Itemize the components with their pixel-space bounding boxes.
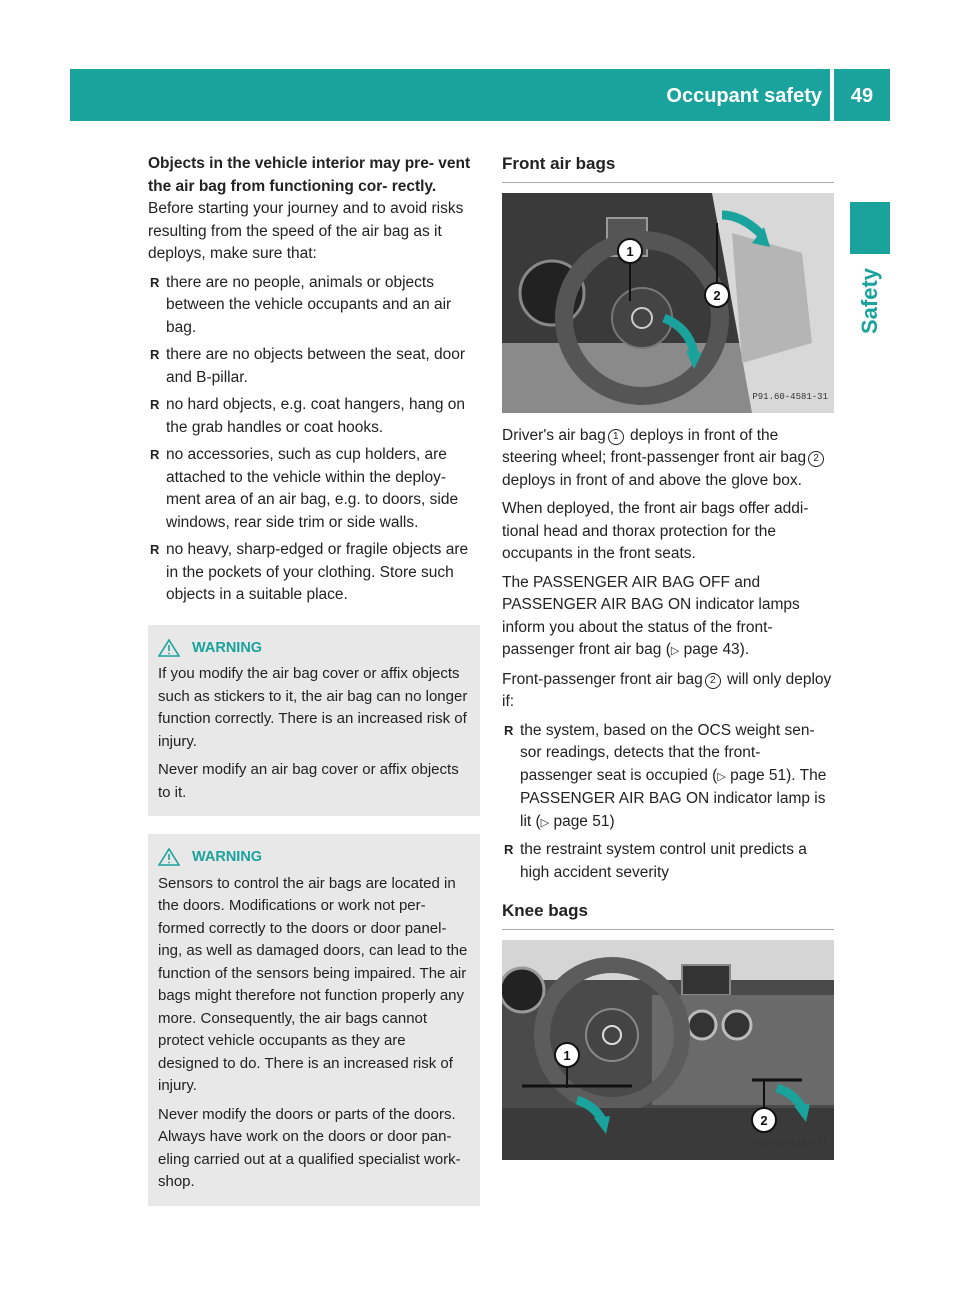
warning-text: Sensors to control the air bags are located in the doors. Modifications or work not per- formed correctly to the doors or door panel- ing, as well as damaged doors, can lead to the function of the sensors being impaired. The air bags might therefore not function properly any more. Consequently, the air bags cannot protect vehicle occupants as they are designed to do. There is an increased risk of injury. xyxy=(158,874,468,1094)
knee-bags-heading: Knee bags xyxy=(502,900,834,930)
knee-bag-illustration xyxy=(502,940,834,1160)
text-run: page 43). xyxy=(679,641,750,658)
warning-triangle-icon xyxy=(158,639,180,657)
text-run: Front-passenger front air bag xyxy=(502,670,703,688)
list-item: R no heavy, sharp-edged or fragile objects are in the pockets of your clothing. Store such objects in a suitable place. xyxy=(148,539,480,607)
warning-text: Never modify an air bag cover or affix objects to it. xyxy=(158,761,459,801)
list-item: R there are no objects between the seat, door and B-pillar. xyxy=(148,344,480,389)
ref-marker-1: 1 xyxy=(608,429,624,445)
callout-1: 1 xyxy=(626,243,634,259)
list-item xyxy=(502,720,834,835)
chapter-label xyxy=(850,262,890,340)
callout-2: 2 xyxy=(713,287,721,303)
page-number: 49 xyxy=(850,85,874,107)
image-code: P91.60-4581-31 xyxy=(752,392,828,402)
deploy-conditions-list xyxy=(502,720,834,885)
intro-text: Before starting your journey and to avoid risks resulting from the speed of the air bag as it deploys, make sure that: xyxy=(148,200,464,262)
front-airbag-illustration xyxy=(502,193,834,413)
list-item: R there are no people, animals or objects between the vehicle occupants and an air bag. xyxy=(148,272,480,340)
front-airbag-description xyxy=(502,425,834,493)
precaution-list xyxy=(148,272,480,607)
knee-bag-photo xyxy=(502,940,834,1160)
front-airbags-heading: Front air bags xyxy=(502,153,834,183)
text-run: page 51) xyxy=(549,812,615,830)
paragraph xyxy=(502,572,834,663)
ref-marker-2: 2 xyxy=(705,673,721,689)
text-run: deploys in front of and above the glove box. xyxy=(502,471,802,489)
header-bar xyxy=(70,69,890,121)
text-run: page 51). The PASSENGER AIR BAG ON indicator lamp is lit ( xyxy=(520,766,827,830)
image-code: P91.60-4583-31 xyxy=(752,1139,828,1149)
warning-title: WARNING xyxy=(192,639,263,656)
list-item: R the restraint system control unit predicts a high accident severity xyxy=(502,839,834,884)
page-ref-arrow-icon: ▷ xyxy=(540,816,550,829)
warning-triangle-icon xyxy=(158,848,180,866)
callout-1: 1 xyxy=(563,1047,571,1063)
text-run: will only deploy if: xyxy=(502,670,832,710)
list-item: R no hard objects, e.g. coat hangers, hang on the grab handles or coat hooks. xyxy=(148,394,480,439)
warning-text: If you modify the air bag cover or affix objects such as stickers to it, the air bag can no longer function correctly. There is an increased risk of injury. xyxy=(158,665,468,750)
chapter-label-text: Safety xyxy=(857,267,882,335)
text-run: deploys in front of the steering wheel; front-passenger front air bag xyxy=(502,426,807,466)
warning-title: WARNING xyxy=(192,849,263,865)
paragraph: When deployed, the front air bags offer addi- tional head and thorax protection for the occupants in the front seats. xyxy=(502,500,809,562)
front-airbag-photo xyxy=(502,193,834,413)
text-run: The PASSENGER AIR BAG OFF and PASSENGER AIR BAG ON indicator lamps inform you about the status of the front- passenger front air bag ( xyxy=(502,573,800,658)
paragraph xyxy=(502,669,834,714)
warning-text: Never modify the doors or parts of the doors. Always have work on the doors or door pan- eling carried out at a qualified specialist work- shop. xyxy=(158,1105,461,1190)
text-run: Driver's air bag xyxy=(502,426,606,444)
section-title: Occupant safety xyxy=(666,85,822,107)
header-divider xyxy=(830,69,834,121)
intro-paragraph xyxy=(148,153,480,266)
warning-header xyxy=(158,846,470,869)
list-item: R no accessories, such as cup holders, are attached to the vehicle within the deploy- ment area of an air bag, e.g. to doors, side windows, rear side trim or side walls. xyxy=(148,444,480,534)
warning-box-2 xyxy=(148,834,480,1206)
left-column xyxy=(148,153,480,1206)
chapter-tab xyxy=(850,202,890,254)
page-ref-arrow-icon: ▷ xyxy=(717,770,726,783)
intro-bold: Objects in the vehicle interior may pre- vent the air bag from functioning cor- rectly. xyxy=(148,155,471,195)
page-ref-arrow-icon: ▷ xyxy=(670,645,680,657)
warning-header xyxy=(158,637,470,660)
warning-box-1 xyxy=(148,625,480,817)
callout-2: 2 xyxy=(760,1112,768,1128)
right-column xyxy=(502,153,834,1172)
text-run: the system, based on the OCS weight sen- sor readings, detects that the front- passenger seat is occupied ( xyxy=(520,721,815,784)
ref-marker-2: 2 xyxy=(808,451,824,467)
